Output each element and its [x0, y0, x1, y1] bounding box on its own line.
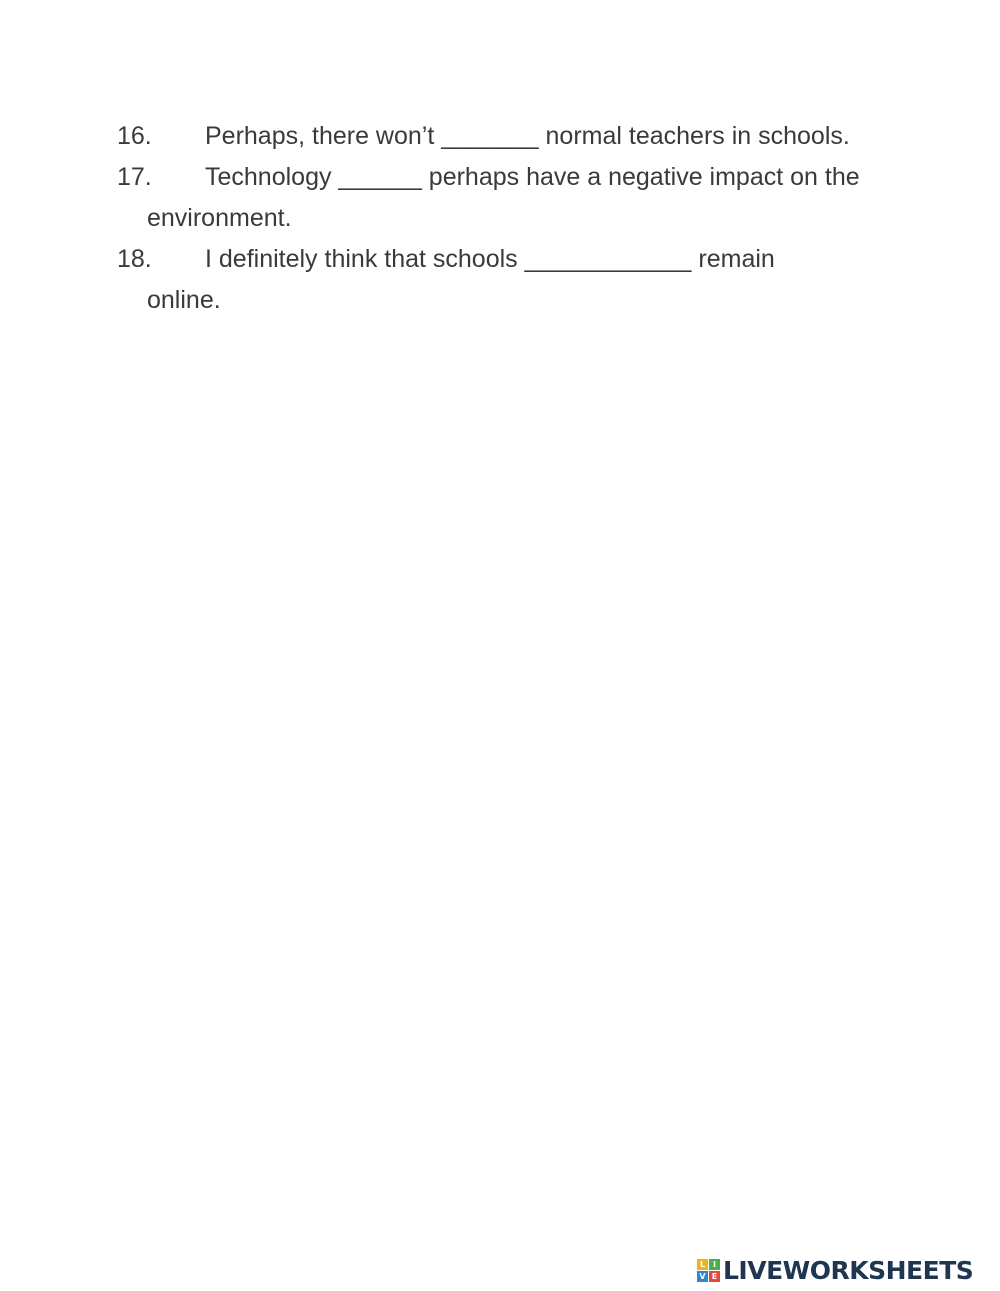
logo-icon — [697, 1259, 720, 1282]
question-text: I definitely think that schools ____________ remain — [205, 245, 775, 273]
logo-block-e: E — [709, 1271, 720, 1282]
question-number: 17. — [117, 163, 152, 191]
question-16 — [117, 116, 917, 157]
question-number: 18. — [117, 245, 152, 273]
logo-block-v: V — [697, 1271, 708, 1282]
question-number: 16. — [117, 122, 152, 150]
question-17 — [117, 157, 917, 239]
question-text: Technology ______ perhaps have a negative impact on the — [205, 163, 860, 191]
question-18 — [117, 239, 917, 321]
question-text: Perhaps, there won’t _______ normal teachers in schools. — [205, 122, 850, 150]
liveworksheets-logo — [697, 1255, 973, 1285]
logo-block-i: I — [709, 1259, 720, 1270]
question-text-continued: online. — [147, 286, 221, 314]
question-list — [117, 116, 917, 321]
logo-block-l: L — [697, 1259, 708, 1270]
question-text-continued: environment. — [147, 204, 292, 232]
logo-text: LIVEWORKSHEETS — [723, 1255, 974, 1285]
